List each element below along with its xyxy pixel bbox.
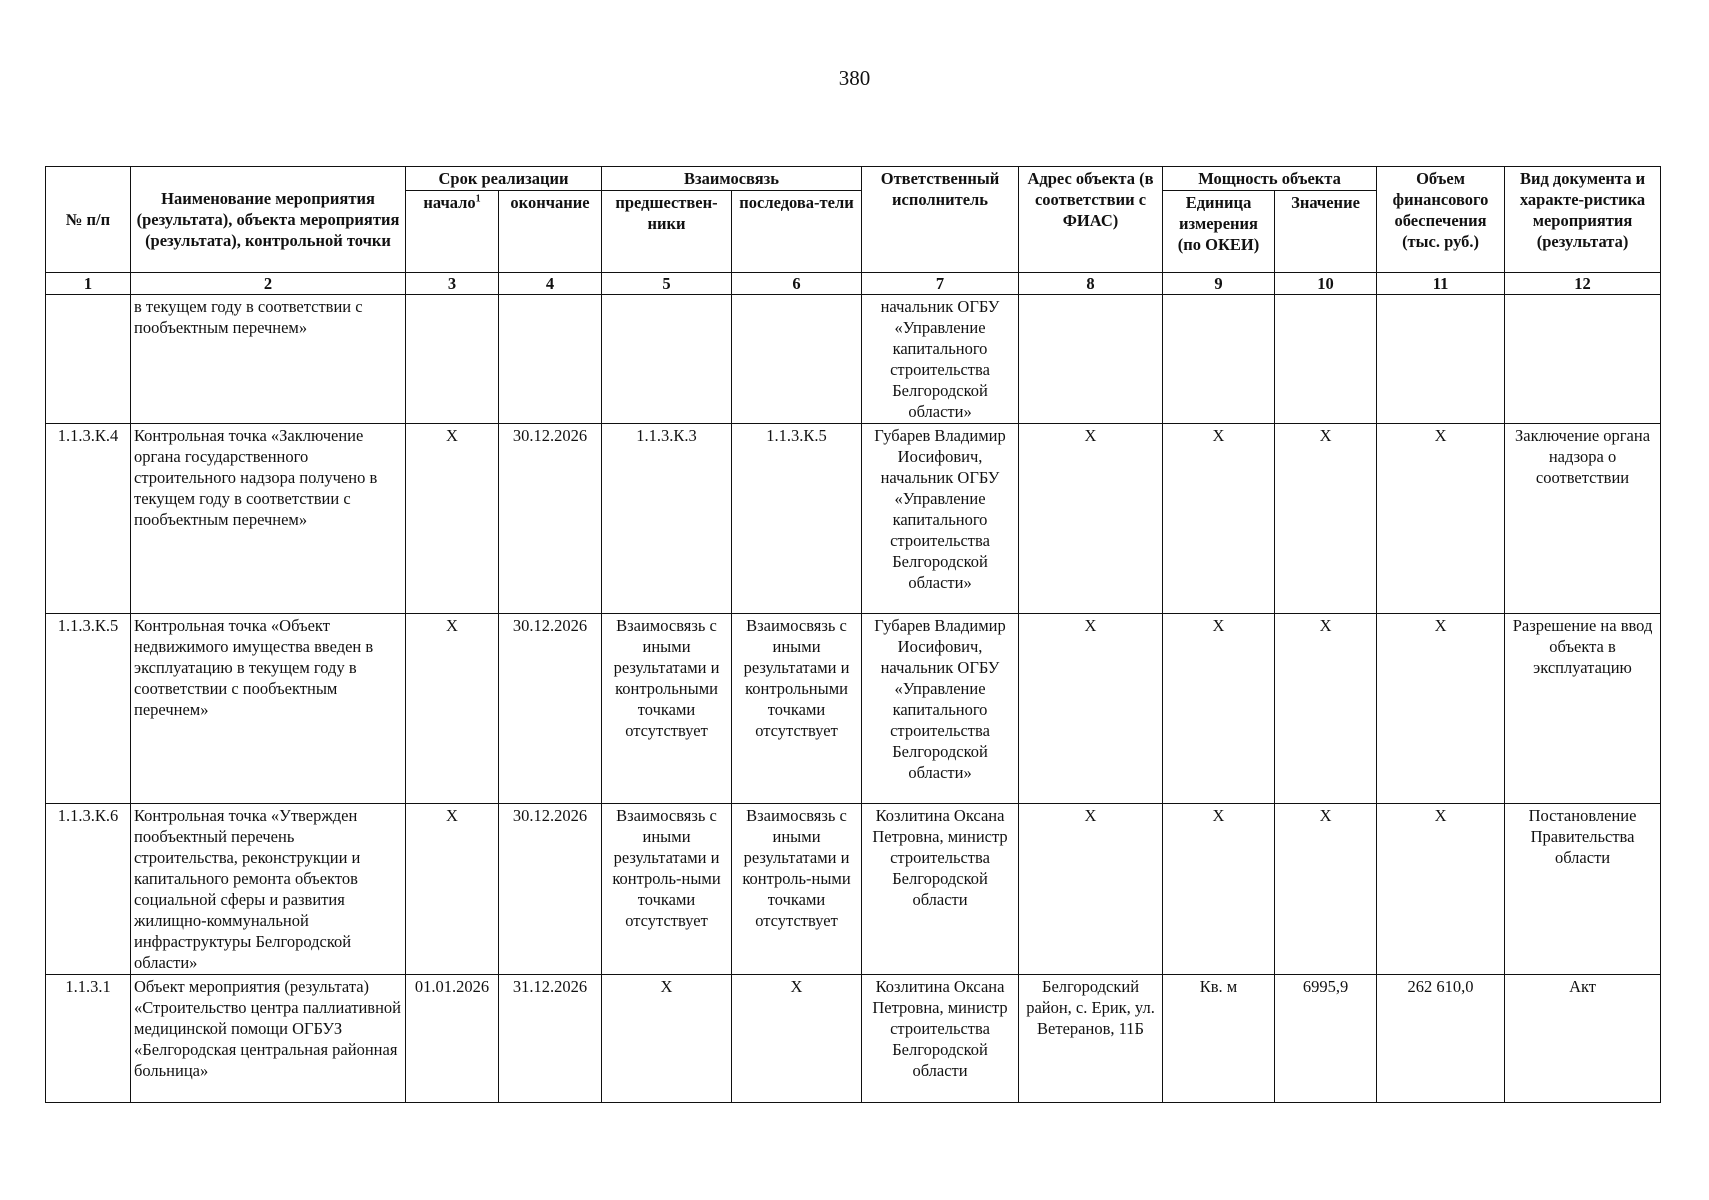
column-number: 5 <box>602 273 732 295</box>
cell-finance: X <box>1377 614 1505 804</box>
cell-address: X <box>1019 424 1163 614</box>
header-link-next: последова-тели <box>732 191 862 273</box>
header-responsible: Ответственный исполнитель <box>862 167 1019 273</box>
cell-responsible: Губарев Владимир Иосифович, начальник ОГБУ «Управление капитального строительства Белгородской области» <box>862 614 1019 804</box>
column-number: 4 <box>499 273 602 295</box>
column-number: 7 <box>862 273 1019 295</box>
column-number: 1 <box>46 273 131 295</box>
cell-unit: X <box>1163 424 1275 614</box>
header-doc-type: Вид документа и характе-ристика мероприятия (результата) <box>1505 167 1661 273</box>
cell-next: X <box>732 975 862 1103</box>
table-header <box>46 167 1661 295</box>
header-term-end: окончание <box>499 191 602 273</box>
cell-unit <box>1163 295 1275 424</box>
cell-end: 31.12.2026 <box>499 975 602 1103</box>
header-link-group: Взаимосвязь <box>602 167 862 191</box>
cell-address: X <box>1019 614 1163 804</box>
column-number: 6 <box>732 273 862 295</box>
cell-responsible: Губарев Владимир Иосифович, начальник ОГБУ «Управление капитального строительства Белгородской области» <box>862 424 1019 614</box>
cell-end <box>499 295 602 424</box>
cell-doc: Заключение органа надзора о соответствии <box>1505 424 1661 614</box>
header-value: Значение <box>1275 191 1377 273</box>
cell-prev: Взаимосвязь с иными результатами и контрольными точками отсутствует <box>602 614 732 804</box>
table-row <box>46 614 1661 804</box>
table-body <box>46 295 1661 1103</box>
header-finance: Объем финансового обеспечения (тыс. руб.) <box>1377 167 1505 273</box>
cell-num: 1.1.3.К.6 <box>46 804 131 975</box>
cell-end: 30.12.2026 <box>499 424 602 614</box>
column-number: 10 <box>1275 273 1377 295</box>
cell-value: 6995,9 <box>1275 975 1377 1103</box>
cell-doc: Постановление Правительства области <box>1505 804 1661 975</box>
cell-unit: X <box>1163 804 1275 975</box>
cell-num <box>46 295 131 424</box>
header-term-group: Срок реализации <box>406 167 602 191</box>
header-term-start <box>406 191 499 273</box>
cell-name: Объект мероприятия (результата) «Строительство центра паллиативной медицинской помощи ОГБУЗ «Белгородская центральная районная больница» <box>131 975 406 1103</box>
column-number: 9 <box>1163 273 1275 295</box>
header-link-prev: предшествен-ники <box>602 191 732 273</box>
table-row <box>46 804 1661 975</box>
cell-name: в текущем году в соответствии с пообъектным перечнем» <box>131 295 406 424</box>
cell-start: X <box>406 614 499 804</box>
cell-end: 30.12.2026 <box>499 804 602 975</box>
cell-address <box>1019 295 1163 424</box>
cell-num: 1.1.3.К.5 <box>46 614 131 804</box>
cell-doc: Разрешение на ввод объекта в эксплуатацию <box>1505 614 1661 804</box>
cell-address: X <box>1019 804 1163 975</box>
column-number: 2 <box>131 273 406 295</box>
cell-unit: Кв. м <box>1163 975 1275 1103</box>
cell-finance: X <box>1377 804 1505 975</box>
cell-prev: Взаимосвязь с иными результатами и контроль-ными точками отсутствует <box>602 804 732 975</box>
header-address: Адрес объекта (в соответствии с ФИАС) <box>1019 167 1163 273</box>
cell-value: X <box>1275 424 1377 614</box>
cell-start: X <box>406 424 499 614</box>
column-number: 11 <box>1377 273 1505 295</box>
cell-responsible: Козлитина Оксана Петровна, министр строительства Белгородской области <box>862 804 1019 975</box>
cell-value: X <box>1275 614 1377 804</box>
plan-table <box>45 166 1661 1103</box>
column-number: 3 <box>406 273 499 295</box>
cell-start: 01.01.2026 <box>406 975 499 1103</box>
column-number: 8 <box>1019 273 1163 295</box>
cell-responsible: начальник ОГБУ «Управление капитального строительства Белгородской области» <box>862 295 1019 424</box>
header-capacity-group: Мощность объекта <box>1163 167 1377 191</box>
cell-num: 1.1.3.К.4 <box>46 424 131 614</box>
table-row <box>46 975 1661 1103</box>
header-term-start-label: начало <box>423 193 476 212</box>
cell-value: X <box>1275 804 1377 975</box>
cell-end: 30.12.2026 <box>499 614 602 804</box>
header-num: № п/п <box>46 167 131 273</box>
cell-finance <box>1377 295 1505 424</box>
cell-finance: X <box>1377 424 1505 614</box>
header-name: Наименование мероприятия (результата), объекта мероприятия (результата), контрольной точки <box>131 167 406 273</box>
cell-next: Взаимосвязь с иными результатами и контрольными точками отсутствует <box>732 614 862 804</box>
table-row <box>46 295 1661 424</box>
cell-doc: Акт <box>1505 975 1661 1103</box>
table-row <box>46 424 1661 614</box>
cell-start: X <box>406 804 499 975</box>
cell-name: Контрольная точка «Заключение органа государственного строительного надзора получено в текущем году в соответствии с пообъектным перечнем» <box>131 424 406 614</box>
page-number: 380 <box>838 66 871 90</box>
cell-start <box>406 295 499 424</box>
footnote-mark: 1 <box>475 193 481 205</box>
cell-unit: X <box>1163 614 1275 804</box>
cell-prev: 1.1.3.К.3 <box>602 424 732 614</box>
cell-doc <box>1505 295 1661 424</box>
cell-responsible: Козлитина Оксана Петровна, министр строительства Белгородской области <box>862 975 1019 1103</box>
cell-name: Контрольная точка «Объект недвижимого имущества введен в эксплуатацию в текущем году в соответствии с пообъектным перечнем» <box>131 614 406 804</box>
cell-num: 1.1.3.1 <box>46 975 131 1103</box>
cell-next: 1.1.3.К.5 <box>732 424 862 614</box>
cell-name: Контрольная точка «Утвержден пообъектный перечень строительства, реконструкции и капитального ремонта объектов социальной сферы и развития жилищно-коммунальной инфраструктуры Белгородской области» <box>131 804 406 975</box>
cell-value <box>1275 295 1377 424</box>
cell-prev <box>602 295 732 424</box>
cell-prev: X <box>602 975 732 1103</box>
cell-next <box>732 295 862 424</box>
cell-next: Взаимосвязь с иными результатами и контроль-ными точками отсутствует <box>732 804 862 975</box>
column-number: 12 <box>1505 273 1661 295</box>
cell-finance: 262 610,0 <box>1377 975 1505 1103</box>
cell-address: Белгородский район, с. Ерик, ул. Ветеранов, 11Б <box>1019 975 1163 1103</box>
header-unit: Единица измерения (по ОКЕИ) <box>1163 191 1275 273</box>
